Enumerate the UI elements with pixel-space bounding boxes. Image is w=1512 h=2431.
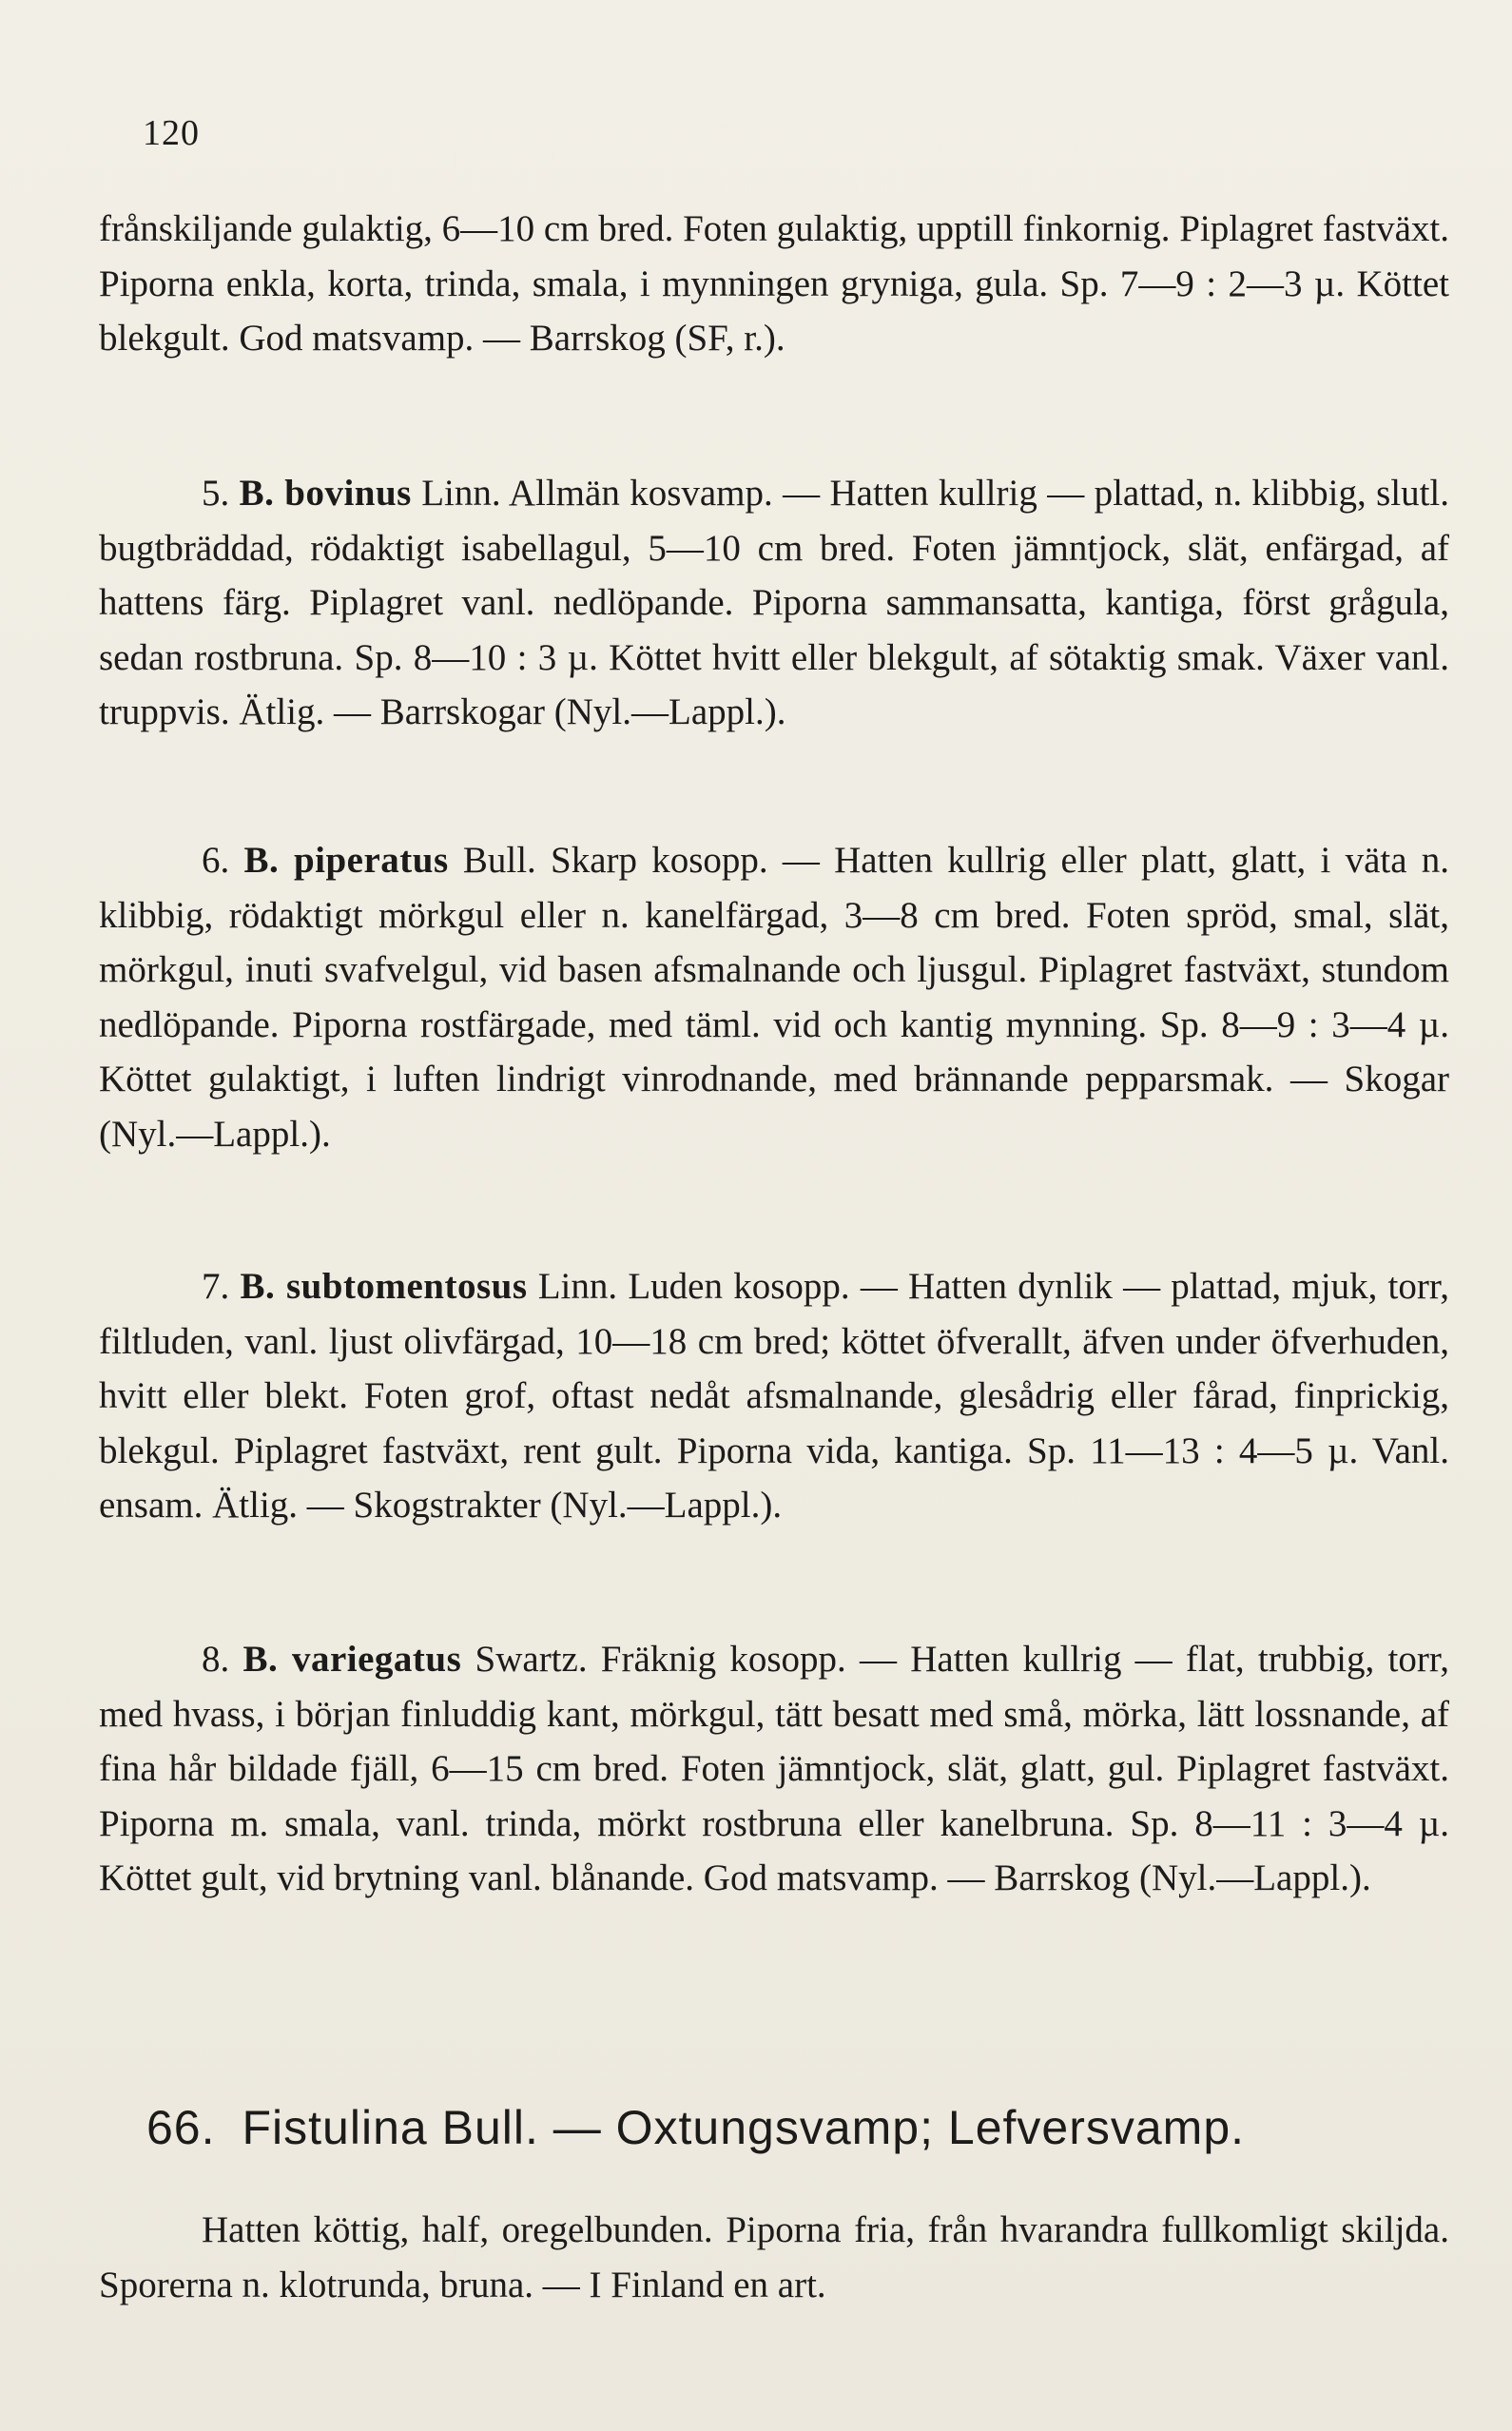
genus-title: Fistulina Bull. — Oxtungsvamp; Lefversvamp.	[242, 2101, 1246, 2154]
species-description: Swartz. Fräknig kosopp. — Hatten kullrig — flat, trubbig, torr, med hvass, i början finluddig kant, mörkgul, tätt besatt med små, mörka, lätt lossnande, af fina hår bildade fjäll, 6—15 cm bred. Foten jämntjock, slät, glatt, gul. Piplagret fastväxt. Piporna m. smala, vanl. trinda, mörkt rostbruna eller kanelbruna. Sp. 8—11 : 3—4 µ. Köttet gult, vid brytning vanl. blånande. God matsvamp. — Barrskog (Nyl.—Lappl.).	[99, 1639, 1450, 1898]
continuation-paragraph: frånskiljande gulaktig, 6—10 cm bred. Foten gulaktig, upptill finkornig. Piplagret fastväxt. Piporna enkla, korta, trinda, smala, i mynningen gryniga, gula. Sp. 7—9 : 2—3 µ. Köttet blekgult. God matsvamp. — Barrskog (SF, r.).	[99, 208, 1449, 359]
species-number: 7.	[202, 1266, 230, 1307]
species-name: B. piperatus	[243, 840, 449, 881]
species-name: B. bovinus	[239, 473, 412, 514]
genus-description: Hatten köttig, half, oregelbunden. Piporna fria, från hvarandra fullkomligt skiljda. Sporerna n. klotrunda, bruna. — I Finland en art.	[99, 2209, 1449, 2305]
genus-number: 66.	[146, 2101, 216, 2154]
page-number: 120	[143, 113, 200, 153]
species-number: 8.	[202, 1639, 230, 1680]
species-entry-bovinus	[99, 466, 1449, 740]
species-description: Linn. Allmän kosvamp. — Hatten kullrig — plattad, n. klibbig, slutl. bugtbräddad, rödaktigt isabellagul, 5—10 cm bred. Foten jämntjock, slät, enfärgad, af hattens färg. Piplagret vanl. nedlöpande. Piporna sammansatta, kantiga, först grågula, sedan rostbruna. Sp. 8—10 : 3 µ. Köttet hvitt eller blekgult, af sötaktig smak. Växer vanl. truppvis. Ätlig. — Barrskogar (Nyl.—Lappl.).	[99, 473, 1449, 732]
genus-heading	[146, 2100, 1245, 2155]
species-description: Bull. Skarp kosopp. — Hatten kullrig eller platt, glatt, i väta n. klibbig, rödaktigt mörkgul eller n. kanelfärgad, 3—8 cm bred. Foten spröd, smal, slät, mörkgul, inuti svafvelgul, vid basen afsmalnande och ljusgul. Piplagret fastväxt, stundom nedlöpande. Piporna rostfärgade, med täml. vid och kantig mynning. Sp. 8—9 : 3—4 µ. Köttet gulaktigt, i luften lindrigt vinrodnande, med brännande pepparsmak. — Skogar (Nyl.—Lappl.).	[99, 840, 1450, 1155]
species-entry-variegatus	[99, 1632, 1449, 1906]
species-description: Linn. Luden kosopp. — Hatten dynlik — plattad, mjuk, torr, filtluden, vanl. ljust olivfärgad, 10—18 cm bred; köttet öfverallt, äfven under öfverhuden, hvitt eller blekt. Foten grof, oftast nedåt afsmalnande, glesådrig eller fårad, finprickig, blekgul. Piplagret fastväxt, rent gult. Piporna vida, kantiga. Sp. 11—13 : 4—5 µ. Vanl. ensam. Ätlig. — Skogstrakter (Nyl.—Lappl.).	[99, 1266, 1450, 1526]
species-name: B. subtomentosus	[240, 1266, 528, 1307]
species-entry-subtomentosus	[99, 1259, 1449, 1533]
species-number: 5.	[202, 473, 230, 514]
species-name: B. variegatus	[242, 1639, 462, 1680]
species-entry-piperatus	[99, 833, 1449, 1161]
species-number: 6.	[202, 840, 230, 881]
